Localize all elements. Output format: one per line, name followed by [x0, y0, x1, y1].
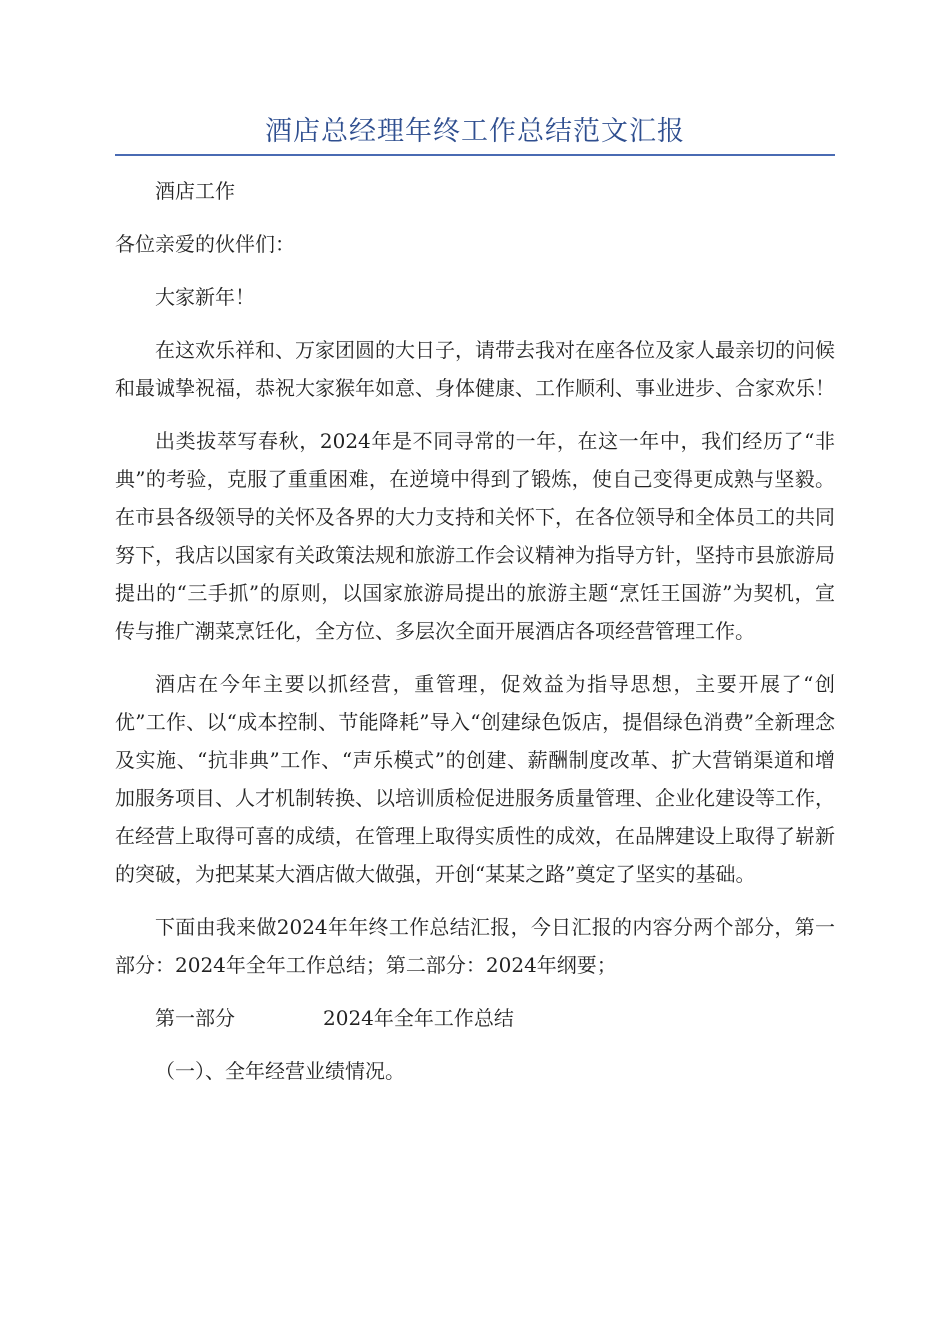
document-title: 酒店总经理年终工作总结范文汇报 — [265, 116, 685, 147]
subsection-heading: （一）、全年经营业绩情况。 — [155, 1059, 405, 1083]
paragraph-greeting: 大家新年！ — [155, 285, 255, 309]
paragraph-salutation: 各位亲爱的伙伴们： — [115, 232, 295, 256]
document-body — [115, 172, 835, 1105]
paragraph-work-focus: 酒店在今年主要以抓经营，重管理，促效益为指导思想，主要开展了“创优”工作、以“成本控制、节能降耗”导入“创建绿色饭店，提倡绿色消费”全新理念及实施、“抗非典”工作、“声乐模式”的创建、薪酬制度改革、扩大营销渠道和增加服务项目、人才机制转换、以培训质检促进服务质量管理、企业化建设等工作，在经营上取得可喜的成绩，在管理上取得实质性的成效，在品牌建设上取得了崭新的突破，为把某某大酒店做大做强，开创“某某之路”奠定了坚实的基础。 — [115, 672, 835, 886]
section-heading-name: 2024年全年工作总结 — [323, 1006, 514, 1030]
title-underline — [115, 154, 835, 156]
section-heading — [115, 999, 835, 1037]
paragraph-intro: 酒店工作 — [155, 179, 235, 203]
paragraph-year-review: 出类拔萃写春秋，2024年是不同寻常的一年，在这一年中，我们经历了“非典”的考验，克服了重重困难，在逆境中得到了锻炼，使自己变得更成熟与坚毅。在市县各级领导的关怀及各界的大力支持和关怀下，在各位领导和全体员工的共同努下，我店以国家有关政策法规和旅游工作会议精神为指导方针，坚持市县旅游局提出的“三手抓”的原则，以国家旅游局提出的旅游主题“烹饪王国游”为契机，宣传与推广潮菜烹饪化，全方位、多层次全面开展酒店各项经营管理工作。 — [115, 429, 835, 643]
paragraph-report-outline: 下面由我来做2024年年终工作总结汇报，今日汇报的内容分两个部分，第一部分：2024年全年工作总结；第二部分：2024年纲要； — [115, 915, 835, 977]
paragraph-blessing: 在这欢乐祥和、万家团圆的大日子，请带去我对在座各位及家人最亲切的问候和最诚挚祝福，恭祝大家猴年如意、身体健康、工作顺利、事业进步、合家欢乐！ — [115, 338, 835, 400]
section-heading-part: 第一部分 — [155, 1006, 235, 1030]
